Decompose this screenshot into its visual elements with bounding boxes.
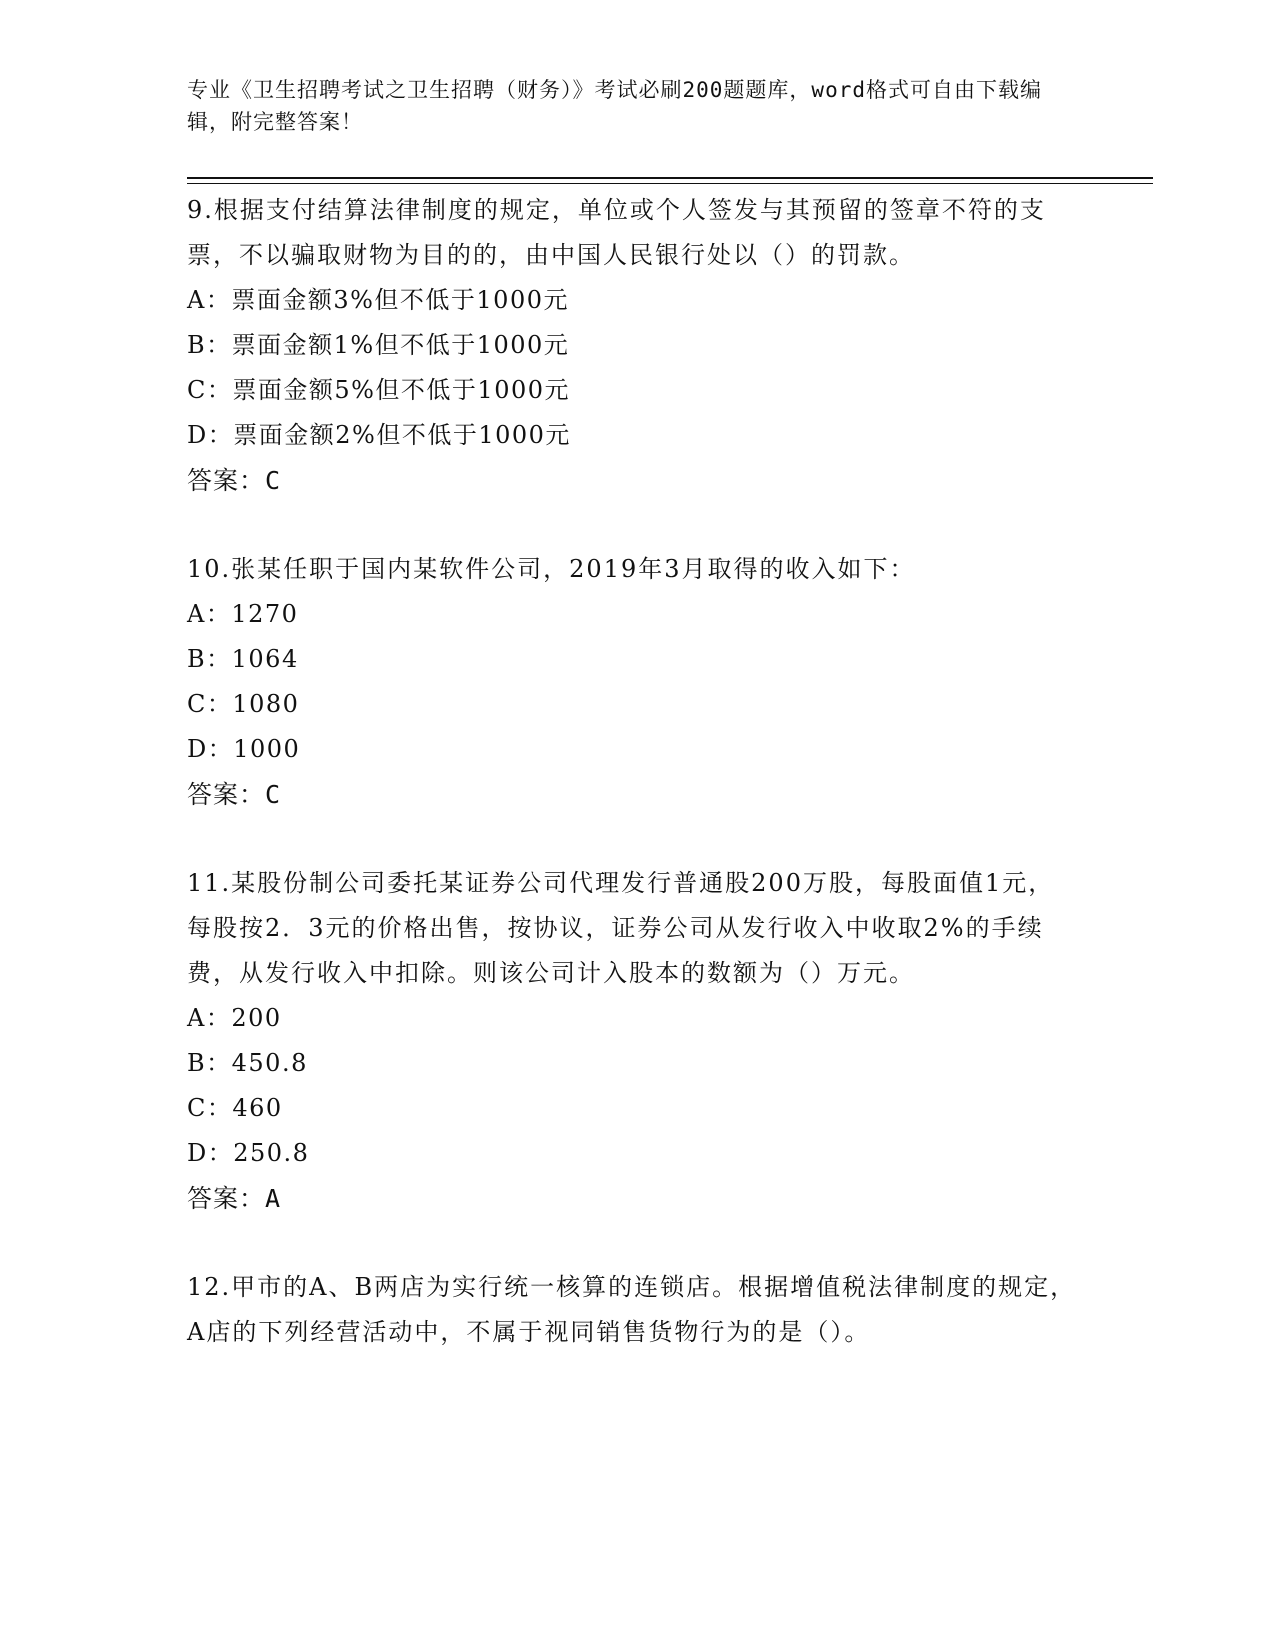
question-11: [187, 861, 1077, 1221]
option-a: A：200: [187, 1004, 282, 1032]
option-b: B：票面金额1%但不低于1000元: [187, 331, 570, 359]
option-b: B：1064: [187, 645, 299, 673]
answer-line: 答案：A: [187, 1184, 282, 1213]
document-header: 专业《卫生招聘考试之卫生招聘（财务）》考试必刷200题题库，word格式可自由下载编辑，附完整答案！: [187, 78, 1042, 134]
option-b: B：450.8: [187, 1049, 308, 1077]
answer-line: 答案：C: [187, 466, 282, 495]
option-d: D：1000: [187, 735, 301, 763]
option-a: A：1270: [187, 600, 299, 628]
spacer: [187, 817, 1077, 861]
question-stem: 9.根据支付结算法律制度的规定，单位或个人签发与其预留的签章不符的支票，不以骗取财物为目的的，由中国人民银行处以（）的罚款。: [187, 196, 1046, 269]
question-stem: 10.张某任职于国内某软件公司，2019年3月取得的收入如下：: [187, 555, 916, 583]
question-10: [187, 547, 1077, 817]
option-c: C：票面金额5%但不低于1000元: [187, 376, 571, 404]
option-c: C：460: [187, 1094, 283, 1122]
option-a: A：票面金额3%但不低于1000元: [187, 286, 569, 314]
question-list: [187, 188, 1077, 1355]
question-9: [187, 188, 1077, 503]
option-d: D：票面金额2%但不低于1000元: [187, 421, 571, 449]
option-d: D：250.8: [187, 1139, 310, 1167]
header-divider-thick: [187, 177, 1153, 179]
spacer: [187, 1221, 1077, 1265]
spacer: [187, 503, 1077, 547]
answer-line: 答案：C: [187, 780, 282, 809]
option-c: C：1080: [187, 690, 300, 718]
question-12: [187, 1265, 1077, 1355]
question-stem: 11.某股份制公司委托某证券公司代理发行普通股200万股，每股面值1元，每股按2．3元的价格出售，按协议，证券公司从发行收入中收取2%的手续费，从发行收入中扣除。则该公司计入股本的数额为（）万元。: [187, 869, 1055, 987]
question-stem: 12.甲市的A、B两店为实行统一核算的连锁店。根据增值税法律制度的规定，A店的下列经营活动中，不属于视同销售货物行为的是（）。: [187, 1273, 1077, 1346]
header-divider-thin: [187, 183, 1153, 184]
